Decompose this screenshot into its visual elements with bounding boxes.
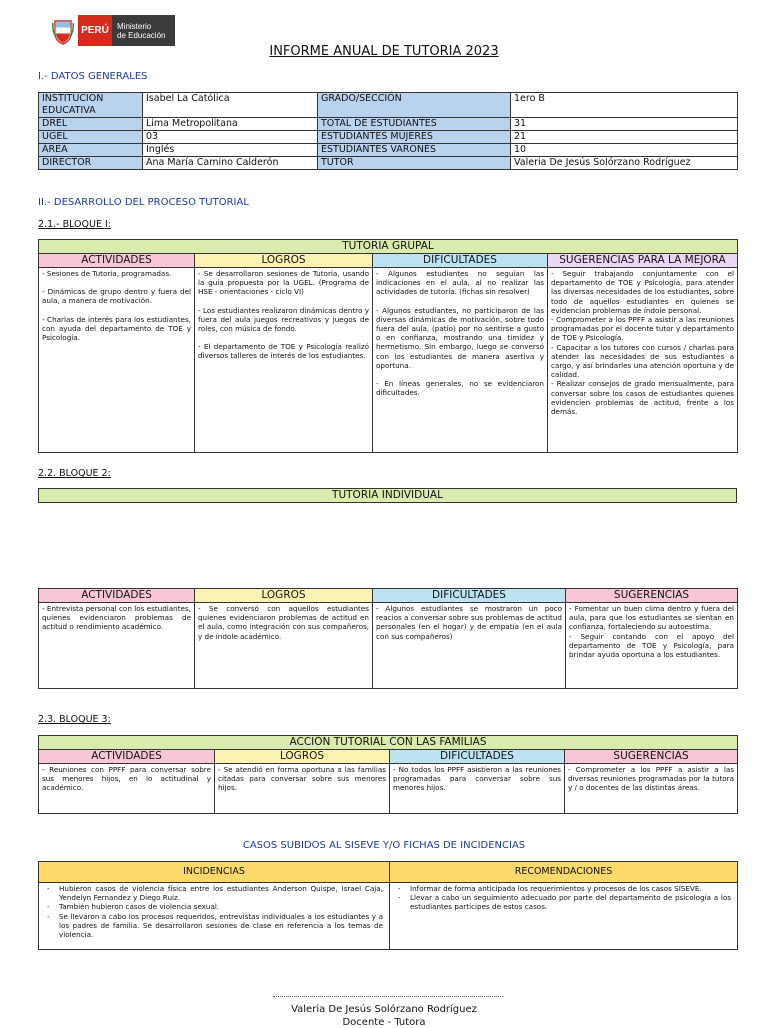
list-item: - Charlas de interés para los estudiantes, con ayuda del departamento de TOE y Psicología. bbox=[42, 314, 191, 343]
list-item: - En líneas generales, no se evidenciaron dificultades. bbox=[376, 379, 544, 398]
list-item: - El departamento de TOE y Psicología realizó diversos talleres de interés de los estudiantes. bbox=[198, 342, 369, 361]
bloque3-heading: 2.3. BLOQUE 3: bbox=[38, 714, 111, 725]
recomendaciones-cell bbox=[390, 883, 738, 950]
col-sugerencias: SUGERENCIAS PARA LA MEJORA bbox=[548, 254, 738, 268]
actividades-cell: - Entrevista personal con los estudiantes, quienes evidenciaron problemas de actitud o rendimiento académico. bbox=[39, 603, 195, 689]
label-cell: INSTITUCIÓN EDUCATIVA bbox=[39, 93, 143, 118]
ministry-line2: de Educación bbox=[117, 30, 166, 40]
general-row bbox=[39, 118, 738, 131]
label-cell: TUTOR bbox=[318, 157, 511, 170]
accion-familias-table bbox=[38, 735, 738, 814]
document-title: INFORME ANUAL DE TUTORIA 2023 bbox=[269, 44, 499, 59]
list-item: - Realizar consejos de grado mensualmente, para conversar sobre los casos de estudiantes quienes evidencien problemas de actitud, frente a los demás. bbox=[551, 379, 735, 417]
general-row bbox=[39, 131, 738, 144]
value-cell: Inglés bbox=[143, 144, 318, 157]
col-logros: LOGROS bbox=[195, 589, 373, 603]
value-cell: Ana María Camino Calderón bbox=[143, 157, 318, 170]
col-logros: LOGROS bbox=[215, 750, 390, 764]
general-data-table bbox=[38, 92, 738, 170]
col-actividades: ACTIVIDADES bbox=[39, 254, 195, 268]
ministry-line1: Ministerio bbox=[117, 21, 152, 31]
actividades-cell: - Reuniones con PPFF para conversar sobre sus menores hijos, en lo actitudinal y académico. bbox=[39, 764, 215, 814]
value-cell: 21 bbox=[511, 131, 738, 144]
logros-cell: - Se atendió en forma oportuna a las familias citadas para conversar sobre sus menores hijos. bbox=[215, 764, 390, 814]
value-cell: 03 bbox=[143, 131, 318, 144]
bloque1-heading: 2.1.- BLOQUE I: bbox=[38, 219, 111, 230]
dificultades-cell: - Algunos estudiantes se mostraron un poco reacios a conversar sobre sus problemas de actitud personales (en el hogar) y de empatía (en el aula con sus compañeros) bbox=[373, 603, 566, 689]
list-item: - Sesiones de Tutoría, programadas. bbox=[42, 269, 172, 278]
sugerencias-cell bbox=[566, 603, 738, 689]
list-item: - Algunos estudiantes, no participaron de las diversas dinámicas de motivación, sobre todo fuera del aula, (patio) por no sentirse a gusto o en confianza, mostrando una timidez y hermetismo. Sin embargo, luego se conversó con los estudiantes de manera asertiva y oportuna. bbox=[376, 305, 544, 370]
value-cell: 1ero B bbox=[511, 93, 738, 118]
ministry-name bbox=[112, 15, 175, 46]
actividades-cell bbox=[39, 268, 195, 453]
logros-cell: - Se conversó con aquellos estudiantes quienes evidenciaron problemas de actitud en el aula, como integración con sus compañeros, y de índole académico. bbox=[195, 603, 373, 689]
signature-role: Docente - Tutora bbox=[342, 1017, 426, 1028]
list-item: - Informar de forma anticipada los requerimientos y procesos de los casos SISEVE. bbox=[410, 884, 731, 893]
list-item: - Los estudiantes realizaron dinámicas dentro y fuera del aula juegos recreativos y juegos de roles, con música de fondo. bbox=[198, 305, 369, 334]
incidencias-heading: CASOS SUBIDOS AL SISEVE Y/O FICHAS DE INCIDENCIAS bbox=[242, 840, 526, 851]
ministry-logo bbox=[52, 15, 175, 46]
tutoria-individual-title: TUTORIA INDIVIDUAL bbox=[39, 489, 737, 503]
value-cell: Isabel La Católica bbox=[143, 93, 318, 118]
value-cell: 31 bbox=[511, 118, 738, 131]
signature-line bbox=[273, 996, 503, 997]
value-cell: Valeria De Jesús Solórzano Rodríguez bbox=[511, 157, 738, 170]
col-sugerencias: SUGERENCIAS bbox=[566, 589, 738, 603]
col-actividades: ACTIVIDADES bbox=[39, 589, 195, 603]
sugerencias-cell bbox=[548, 268, 738, 453]
incidencias-table bbox=[38, 861, 738, 950]
col-recomendaciones: RECOMENDACIONES bbox=[390, 862, 738, 883]
dificultades-cell bbox=[373, 268, 548, 453]
list-item: - Se llevaron a cabo los procesos requeridos, entrevistas individuales a los estudiantes y a los padres de familia. Se desarrollaron sesiones de clase en referencia a los temas de violencia. bbox=[59, 912, 383, 940]
general-row bbox=[39, 93, 738, 118]
value-cell: Lima Metropolitana bbox=[143, 118, 318, 131]
col-incidencias: INCIDENCIAS bbox=[39, 862, 390, 883]
section1-heading: I.- DATOS GENERALES bbox=[38, 71, 148, 82]
list-item: - Seguir trabajando conjuntamente con el departamento de TOE y Psicología, para atender las diversas necesidades de los estudiantes, sobre todo de aquellos estudiantes en quienes se evidencian problemas de índole personal. bbox=[551, 269, 735, 315]
list-item: - Dinámicas de grupo dentro y fuera del aula, a manera de motivación. bbox=[42, 287, 191, 306]
accion-familias-title: ACCIÓN TUTORIAL CON LAS FAMILIAS bbox=[39, 736, 738, 750]
tutoria-individual-title-table bbox=[38, 488, 737, 503]
peru-brand: PERÚ bbox=[78, 15, 112, 46]
list-item: - Se desarrollaron sesiones de Tutoría, usando la guía propuesta por la UGEL. (Programa de HSE - orientaciones - ciclo VI) bbox=[198, 269, 369, 297]
bloque2-heading: 2.2. BLOQUE 2: bbox=[38, 468, 111, 479]
label-cell: ÁREA bbox=[39, 144, 143, 157]
col-dificultades: DIFICULTADES bbox=[390, 750, 565, 764]
col-dificultades: DIFICULTADES bbox=[373, 254, 548, 268]
label-cell: UGEL bbox=[39, 131, 143, 144]
col-dificultades: DIFICULTADES bbox=[373, 589, 566, 603]
list-item: - Llevar a cabo un seguimiento adecuado por parte del departamento de psicología a los estudiantes partícipes de estos casos. bbox=[410, 893, 731, 911]
list-item: - También hubieron casos de violencia sexual. bbox=[59, 902, 383, 911]
list-item: - Comprometer a los PPFF a asistir a las reuniones programadas por el docente tutor y departamento de TOE y Psicología. bbox=[551, 315, 735, 343]
incidencias-cell bbox=[39, 883, 390, 950]
section2-heading: II.- DESARROLLO DEL PROCESO TUTORIAL bbox=[38, 197, 249, 208]
peru-coat-of-arms-icon bbox=[52, 17, 74, 45]
col-sugerencias: SUGERENCIAS bbox=[565, 750, 738, 764]
signature-name: Valeria De Jesús Solórzano Rodríguez bbox=[291, 1004, 477, 1015]
tutoria-individual-table bbox=[38, 588, 738, 689]
tutoria-grupal-table bbox=[38, 239, 738, 453]
label-cell: ESTUDIANTES MUJERES bbox=[318, 131, 511, 144]
label-cell: TOTAL DE ESTUDIANTES bbox=[318, 118, 511, 131]
col-actividades: ACTIVIDADES bbox=[39, 750, 215, 764]
label-cell: GRADO/SECCIÓN bbox=[318, 93, 511, 118]
dificultades-cell: - No todos los PPFF asistieron a las reuniones programadas para conversar sobre sus menores hijos. bbox=[390, 764, 565, 814]
label-cell: DIRECTOR bbox=[39, 157, 143, 170]
col-logros: LOGROS bbox=[195, 254, 373, 268]
list-item: - Capacitar a los tutores con cursos / charlas para atender las necesidades de sus estudiantes a cargo, y así brindarles una atención oportuna y de calidad. bbox=[551, 342, 735, 380]
sugerencias-cell: - Comprometer a los PPFF a asistir a las diversas reuniones programadas por la tutora y / o docentes de las distintas áreas. bbox=[565, 764, 738, 814]
value-cell: 10 bbox=[511, 144, 738, 157]
tutoria-grupal-title: TUTORIA GRUPAL bbox=[39, 240, 738, 254]
general-row bbox=[39, 157, 738, 170]
general-row bbox=[39, 144, 738, 157]
list-item: - Algunos estudiantes no seguían las indicaciones en el aula, al no realizar las actividades de tutoría. (fichas sin resolver) bbox=[376, 269, 544, 297]
list-item: - Hubieron casos de violencia física entre los estudiantes Anderson Quispe, Israel Caja, Yendelyn Fernandez y Diego Ruiz. bbox=[59, 884, 383, 902]
list-item: - Fomentar un buen clima dentro y fuera del aula, para que los estudiantes se sientan en confianza, fortaleciendo su autoestima. bbox=[569, 604, 734, 632]
logros-cell bbox=[195, 268, 373, 453]
label-cell: ESTUDIANTES VARONES bbox=[318, 144, 511, 157]
list-item: - Seguir contando con el apoyo del departamento de TOE y Psicología, para brindar ayuda oportuna a los estudiantes. bbox=[569, 631, 734, 660]
label-cell: DREL bbox=[39, 118, 143, 131]
